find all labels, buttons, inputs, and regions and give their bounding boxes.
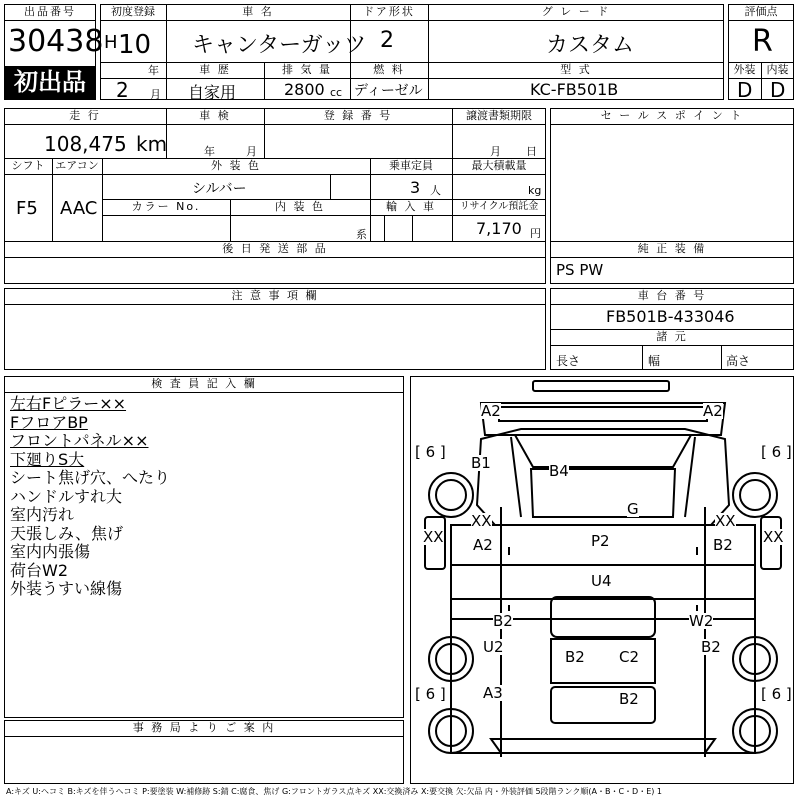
remark-line: FフロアBP (10, 412, 88, 432)
capacity-unit: 人 (430, 184, 441, 197)
ext-color-value: シルバー (192, 181, 247, 197)
transfer-day-unit: 日 (526, 145, 537, 158)
recycle-label: リサイクル預託金 (459, 201, 539, 212)
remark-line: ハンドルすれ大 (10, 486, 123, 506)
reg-number-label: 登 録 番 号 (323, 109, 393, 122)
damage-mark-u2: U2 (483, 638, 504, 656)
grade-label: グ レ ー ド (541, 5, 611, 18)
inspection-month-unit: 月 (246, 145, 257, 158)
height-label: 高さ (726, 354, 751, 368)
damage-mark-b2-right-rear: B2 (701, 638, 721, 656)
recycle-unit: 円 (530, 227, 541, 240)
damage-mark-c2: C2 (619, 648, 640, 666)
fuel-value: ディーゼル (354, 83, 423, 99)
damage-mark-a2-front-left: A2 (481, 402, 501, 420)
remark-line: 下廻りS大 (10, 449, 85, 469)
remark-line: 天張しみ、焦げ (10, 523, 123, 543)
car-name: キャンターガッツ (192, 33, 367, 58)
damage-mark-xx-left-panel: XX (471, 512, 492, 530)
mileage-value: 108,475 (44, 132, 127, 156)
damage-mark-b2-rear: B2 (619, 690, 639, 708)
dimensions-label: 諸 元 (656, 330, 688, 343)
notes-label: 注 意 事 項 欄 (231, 289, 319, 302)
damage-mark-a2-front-right: A2 (703, 402, 723, 420)
month-unit: 月 (150, 88, 161, 101)
damage-mark-w2-right-rail: W2 (689, 612, 714, 630)
max-load-label: 最大積載量 (471, 159, 527, 172)
aircon-value: AAC (60, 198, 98, 219)
mileage-unit: km (136, 132, 168, 156)
remark-line: シート焦げ穴、へたり (10, 468, 171, 487)
shift-value: F5 (16, 198, 38, 219)
mileage-label: 走 行 (69, 109, 101, 122)
damage-mark-xx-left-outer: XX (423, 528, 444, 546)
damage-mark-b4: B4 (549, 462, 569, 480)
fuel-label: 燃 料 (373, 63, 405, 76)
damage-mark-xx-right-panel: XX (715, 512, 736, 530)
ext-color-label: 外 装 色 (211, 159, 261, 172)
damage-mark-g: G (627, 500, 639, 518)
tire-tread-rear-left: [ 6 ] (415, 685, 446, 703)
lot-number-label: 出品番号 (24, 5, 76, 18)
car-name-label: 車 名 (242, 5, 274, 18)
score-label: 評価点 (744, 5, 778, 18)
remark-line: 荷台W2 (10, 560, 69, 580)
damage-mark-u4: U4 (591, 572, 612, 590)
damage-mark-b2-right-door: B2 (713, 536, 733, 554)
score-value: R (752, 24, 773, 59)
displacement-value: 2800 (284, 80, 325, 99)
door-value: 2 (380, 28, 394, 53)
era-letter: H (104, 32, 118, 53)
equipment-value: PS PW (556, 261, 604, 279)
shipping-parts-label: 後 日 発 送 部 品 (222, 242, 328, 255)
year-unit: 年 (148, 64, 159, 77)
inspector-label: 検 査 員 記 入 欄 (151, 377, 257, 390)
int-color-label: 内 装 色 (275, 200, 325, 213)
remark-line: フロントパネル×× (10, 431, 149, 450)
max-load-unit: kg (528, 184, 542, 197)
vehicle-diagram (410, 376, 794, 784)
first-reg-label: 初度登録 (111, 5, 155, 18)
legend-footer: A:キズ U:ヘコミ B:キズを伴うヘコミ P:要塗装 W:補修跡 S:錆 C:腐食、焦げ G:フロントガラス点キズ XX:交換済み X:要交換 欠:欠品 内・外装評価 5段階ランク順(A・B・C・D・E) 1 (6, 787, 663, 796)
history-label: 車 歴 (199, 63, 231, 76)
tire-tread-front-right: [ 6 ] (761, 443, 792, 461)
displacement-unit: cc (330, 86, 343, 99)
aircon-label: エアコン (55, 159, 99, 172)
damage-mark-b1: B1 (471, 454, 491, 472)
capacity-label: 乗車定員 (389, 159, 433, 172)
shift-label: シフト (11, 159, 45, 172)
grade-value: カスタム (546, 33, 635, 58)
chassis-value: FB501B-433046 (606, 307, 735, 326)
inspection-year-unit: 年 (204, 145, 215, 158)
damage-mark-a3: A3 (483, 684, 503, 702)
history-value: 自家用 (188, 83, 237, 102)
tire-tread-front-left: [ 6 ] (415, 443, 446, 461)
int-color-suffix: 系 (356, 228, 367, 241)
remark-line: 室内内張傷 (10, 542, 91, 561)
remark-line: 左右Fピラー×× (10, 394, 127, 413)
model-code-value: KC-FB501B (530, 80, 619, 99)
displacement-label: 排 気 量 (282, 63, 332, 76)
damage-mark-xx-right-outer: XX (763, 528, 784, 546)
office-label: 事 務 局 よ り ご 案 内 (132, 721, 276, 734)
capacity-value: 3 (410, 178, 421, 197)
sales-points-label: セ ー ル ス ポ イ ン ト (600, 109, 744, 122)
tire-tread-rear-right: [ 6 ] (761, 685, 792, 703)
reg-year: 10 (118, 30, 152, 60)
exterior-grade: D (737, 78, 753, 102)
remark-line: 外装うすい線傷 (10, 579, 123, 598)
lot-number: 30438 (8, 24, 104, 59)
reg-month: 2 (116, 78, 129, 102)
damage-mark-a2-left-door: A2 (473, 536, 493, 554)
transfer-doc-label: 譲渡書類期限 (466, 109, 532, 122)
length-label: 長さ (556, 354, 581, 368)
width-label: 幅 (648, 354, 661, 368)
exterior-grade-label: 外装 (733, 63, 756, 76)
import-label: 輸 入 車 (386, 200, 436, 213)
interior-grade: D (770, 78, 786, 102)
chassis-label: 車 台 番 号 (637, 289, 707, 302)
remark-line: 室内汚れ (10, 505, 75, 524)
color-no-label: カラー No. (131, 200, 201, 213)
inspection-label: 車 検 (199, 109, 231, 122)
transfer-month-unit: 月 (490, 145, 501, 158)
equipment-label: 純 正 装 備 (637, 242, 707, 255)
damage-mark-b2-left-rail: B2 (493, 612, 513, 630)
door-label: ドア形状 (363, 5, 415, 18)
model-code-label: 型 式 (560, 63, 592, 76)
damage-mark-p2: P2 (591, 532, 610, 550)
first-listing-badge: 初出品 (5, 66, 95, 99)
damage-mark-b2-bed-left: B2 (565, 648, 585, 666)
recycle-value: 7,170 (476, 219, 522, 238)
interior-grade-label: 内装 (766, 63, 789, 76)
inspector-remarks (10, 395, 400, 599)
